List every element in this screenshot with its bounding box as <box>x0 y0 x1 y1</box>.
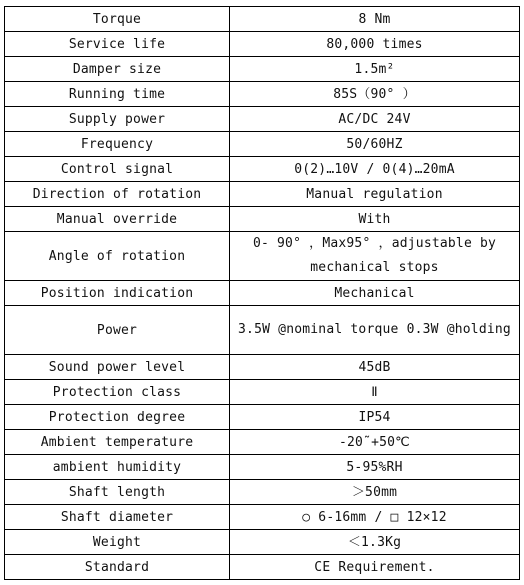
row-value-position-indication: Mechanical <box>230 281 520 306</box>
row-value-manual-override: With <box>230 207 520 232</box>
row-value-running-time: 85S（90° ） <box>230 82 520 107</box>
row-label-torque: Torque <box>5 7 230 32</box>
row-value-shaft-length: ＞50mm <box>230 480 520 505</box>
table-row <box>5 555 520 580</box>
table-row <box>5 157 520 182</box>
table-row <box>5 380 520 405</box>
row-label-service-life: Service life <box>5 32 230 57</box>
table-row <box>5 32 520 57</box>
row-label-weight: Weight <box>5 530 230 555</box>
table-row <box>5 430 520 455</box>
row-value-ambient-humidity: 5-95%RH <box>230 455 520 480</box>
row-label-frequency: Frequency <box>5 132 230 157</box>
table-row <box>5 182 520 207</box>
row-label-shaft-length: Shaft length <box>5 480 230 505</box>
spec-sheet <box>4 6 520 580</box>
table-row <box>5 530 520 555</box>
table-row <box>5 405 520 430</box>
table-row <box>5 505 520 530</box>
row-value-protection-class: Ⅱ <box>230 380 520 405</box>
table-row <box>5 82 520 107</box>
row-label-shaft-diameter: Shaft diameter <box>5 505 230 530</box>
table-row <box>5 107 520 132</box>
row-label-sound-power-level: Sound power level <box>5 355 230 380</box>
table-row <box>5 7 520 32</box>
row-value-torque: 8 Nm <box>230 7 520 32</box>
row-value-power: 3.5W @nominal torque 0.3W @holding <box>230 306 520 355</box>
row-value-protection-degree: IP54 <box>230 405 520 430</box>
row-label-position-indication: Position indication <box>5 281 230 306</box>
row-label-standard: Standard <box>5 555 230 580</box>
row-label-protection-degree: Protection degree <box>5 405 230 430</box>
row-label-damper-size: Damper size <box>5 57 230 82</box>
row-label-control-signal: Control signal <box>5 157 230 182</box>
row-value-ambient-temperature: -20˜+50℃ <box>230 430 520 455</box>
row-value-control-signal: 0(2)…10V / 0(4)…20mA <box>230 157 520 182</box>
row-value-shaft-diameter: ○ 6-16mm / □ 12×12 <box>230 505 520 530</box>
table-row <box>5 57 520 82</box>
row-value-weight: ＜1.3Kg <box>230 530 520 555</box>
table-row <box>5 232 520 281</box>
table-row <box>5 207 520 232</box>
row-label-ambient-humidity: ambient humidity <box>5 455 230 480</box>
row-label-angle-of-rotation: Angle of rotation <box>5 232 230 281</box>
row-value-standard: CE Requirement. <box>230 555 520 580</box>
row-label-ambient-temperature: Ambient temperature <box>5 430 230 455</box>
row-value-direction-of-rotation: Manual regulation <box>230 182 520 207</box>
row-value-sound-power-level: 45dB <box>230 355 520 380</box>
table-row <box>5 480 520 505</box>
table-row <box>5 281 520 306</box>
row-label-supply-power: Supply power <box>5 107 230 132</box>
table-row <box>5 355 520 380</box>
row-value-damper-size: 1.5m² <box>230 57 520 82</box>
row-label-running-time: Running time <box>5 82 230 107</box>
table-row <box>5 132 520 157</box>
row-value-service-life: 80,000 times <box>230 32 520 57</box>
row-value-frequency: 50/60HZ <box>230 132 520 157</box>
row-value-supply-power: AC/DC 24V <box>230 107 520 132</box>
row-label-power: Power <box>5 306 230 355</box>
table-row <box>5 455 520 480</box>
row-label-direction-of-rotation: Direction of rotation <box>5 182 230 207</box>
row-label-protection-class: Protection class <box>5 380 230 405</box>
spec-table <box>4 6 520 580</box>
row-label-manual-override: Manual override <box>5 207 230 232</box>
row-value-angle-of-rotation: 0- 90° ，Max95° ，adjustable by mechanical stops <box>230 232 520 281</box>
table-row <box>5 306 520 355</box>
